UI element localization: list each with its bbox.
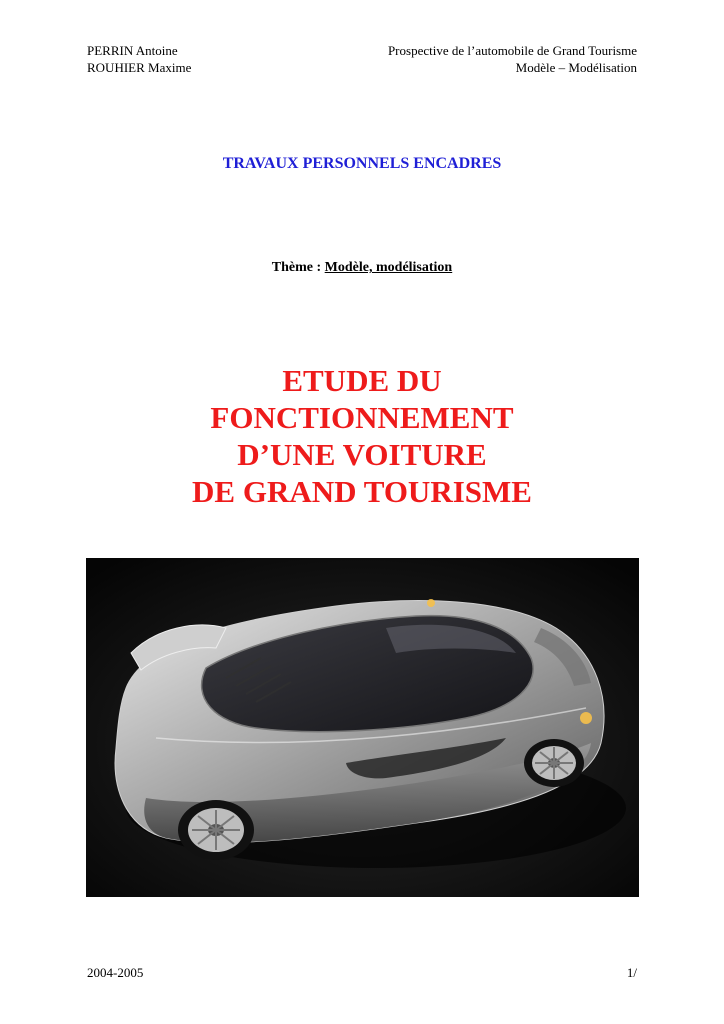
main-title [0, 362, 724, 510]
header-subject: Prospective de l’automobile de Grand Tourisme [387, 43, 637, 58]
tpe-title: TRAVAUX PERSONNELS ENCADRES [222, 155, 502, 172]
author-1: PERRIN Antoine [87, 43, 178, 58]
main-title-line-3: D’UNE VOITURE [237, 437, 487, 472]
footer-year: 2004-2005 [87, 965, 144, 980]
header-topic: Modèle – Modélisation [515, 60, 637, 75]
main-title-line-4: DE GRAND TOURISME [192, 474, 532, 509]
footer-page-number: 1/ [626, 965, 637, 980]
main-title-line-2: FONCTIONNEMENT [210, 400, 514, 435]
author-2: ROUHIER Maxime [87, 60, 192, 75]
car-photo [86, 558, 639, 897]
main-title-line-1: ETUDE DU [282, 363, 442, 398]
header-right [388, 42, 637, 76]
theme-line [0, 260, 724, 276]
theme-label: Thème : [271, 260, 322, 275]
car-illustration [86, 558, 639, 897]
header-left [87, 42, 191, 76]
theme-value: Modèle, modélisation [324, 260, 453, 275]
